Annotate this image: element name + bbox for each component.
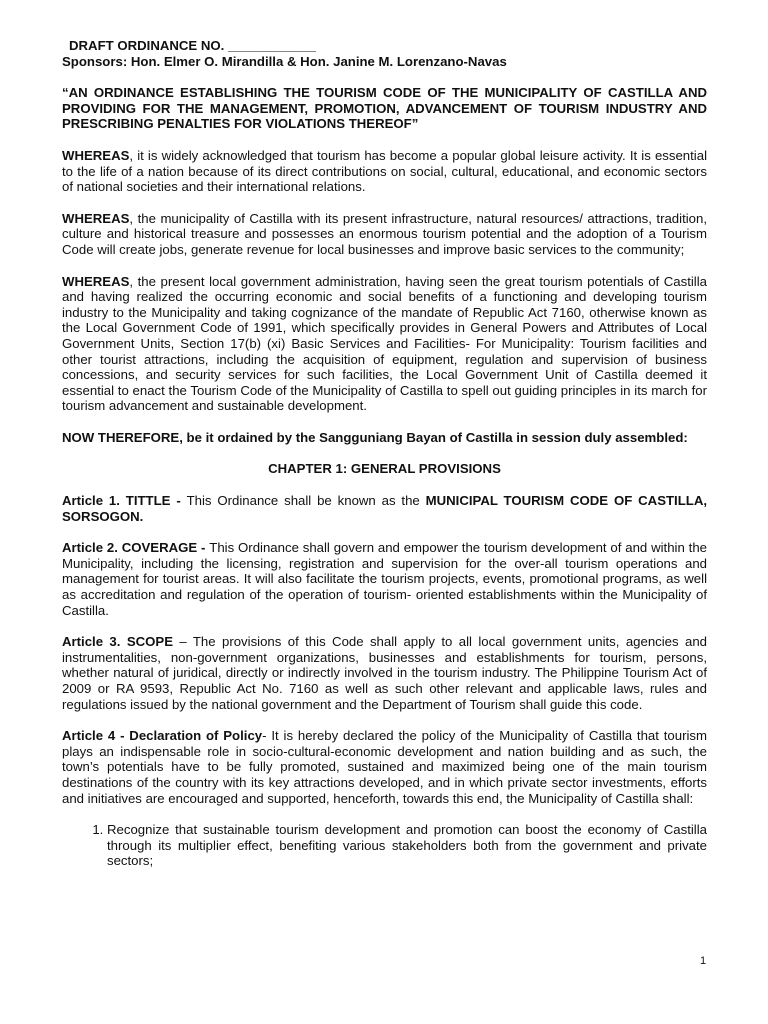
whereas-text: , the present local government administration, having seen the great tourism potentials of Castilla and having realized the occurring economic and social benefits of a functioning and developing tourism industry to the Municipality and taking cognizance of the mandate of Republic Act 7160, otherwise known as the Local Government Code of 1991, which specifically provides in General Powers and Attributes of Local Government Units, Section 17(b) (xi) Basic Services and Facilities- For Municipality: Tourism facilities and other tourist attractions, including the acquisition of equipment, regulation and supervision of business concessions, and security services for such facilities, the Local Government Unit of Castilla deemed it essential to enact the Tourism Code of the Municipality of Castilla to spell out guiding principles in its march for tourism advancement and sustainable development. [62, 273, 707, 414]
list-item: 1. Recognize that sustainable tourism development and promotion can boost the economy of Castilla through its multiplier effect, benefiting various stakeholders both from the government and private sectors; [107, 822, 707, 869]
article-3-text: – The provisions of this Code shall apply to all local government units, agencies and instrumentalities, non-government organizations, businesses and establishments for tourism, persons, whether natural of juridical, directly or indirectly involved in the tourism industry. The Philippine Tourism Act of 2009 or RA 9593, Republic Act No. 7160 as well as such other relevant and applicable laws, rules and regulations issued by the national government and the Department of Tourism shall guide this code. [62, 634, 707, 712]
article-2-text: This Ordinance shall govern and empower the tourism development of and within the Municipality, including the licensing, registration and supervision for the over-all tourism operations and management for tourist areas. It will also facilitate the tourism projects, events, promotional programs, as well as accreditation and regulation of the operation of tourism- oriented establishments within the Municipality of Castilla. [62, 540, 707, 618]
whereas-text: , it is widely acknowledged that tourism has become a popular global leisure activity. It is essential to the life of a nation because of its direct contributions on social, cultural, educational, and economic sectors of national societies and their international relations. [62, 147, 707, 195]
article-1-text: This Ordinance shall be known as the [186, 493, 426, 509]
whereas-lead: WHEREAS [62, 147, 130, 163]
article-4-lead: Article 4 - Declaration of Policy [62, 728, 263, 744]
whereas-lead: WHEREAS [62, 210, 130, 226]
whereas-paragraph-2 [62, 211, 707, 258]
sponsors-line: Sponsors: Hon. Elmer O. Mirandilla & Hon. Janine M. Lorenzano-Navas [62, 53, 507, 69]
policy-list [62, 822, 707, 869]
whereas-paragraph-1 [62, 148, 707, 195]
whereas-text: , the municipality of Castilla with its present infrastructure, natural resources/ attractions, tradition, culture and historical treasure and possesses an enormous tourism potential and the adoption of a Tourism Code will create jobs, generate revenue for local businesses and improve basic services to the community; [62, 210, 707, 257]
whereas-lead: WHEREAS [62, 273, 130, 289]
ordinance-title: “AN ORDINANCE ESTABLISHING THE TOURISM CODE OF THE MUNICIPALITY OF CASTILLA AND PROVIDING FOR THE MANAGEMENT, PROMOTION, ADVANCEMENT OF TOURISM INDUSTRY AND PRESCRIBING PENALTIES FOR VIOLATIONS THEREOF” [62, 85, 707, 132]
document-page [62, 38, 707, 869]
article-2-lead: Article 2. COVERAGE - [62, 540, 210, 556]
article-1-lead: Article 1. TITTLE - [62, 493, 187, 509]
article-1 [62, 493, 707, 524]
page-number: 1 [700, 955, 707, 967]
whereas-paragraph-3 [62, 274, 707, 414]
article-3 [62, 634, 707, 712]
article-3-lead: Article 3. SCOPE [62, 634, 173, 650]
now-therefore-clause: NOW THEREFORE, be it ordained by the Sangguniang Bayan of Castilla in session duly assembled: [62, 429, 688, 445]
article-2 [62, 540, 707, 618]
article-1-code-name: MUNICIPAL TOURISM CODE OF CASTILLA, SORSOGON. [62, 493, 708, 524]
article-4-text: - It is hereby declared the policy of the Municipality of Castilla that tourism plays an indispensable role in socio-cultural-economic development and nation building and as such, the town’s potentials have to be fully promoted, sustained and maximized being one of the main tourism destinations of the country with its key attractions developed, and in which private sector investments, efforts and initiatives are encouraged and supported, henceforth, towards this end, the Municipality of Castilla shall: [62, 728, 707, 806]
draft-ordinance-line: DRAFT ORDINANCE NO. ____________ [69, 38, 316, 53]
chapter-heading: CHAPTER 1: GENERAL PROVISIONS [268, 461, 501, 477]
article-4 [62, 728, 707, 806]
